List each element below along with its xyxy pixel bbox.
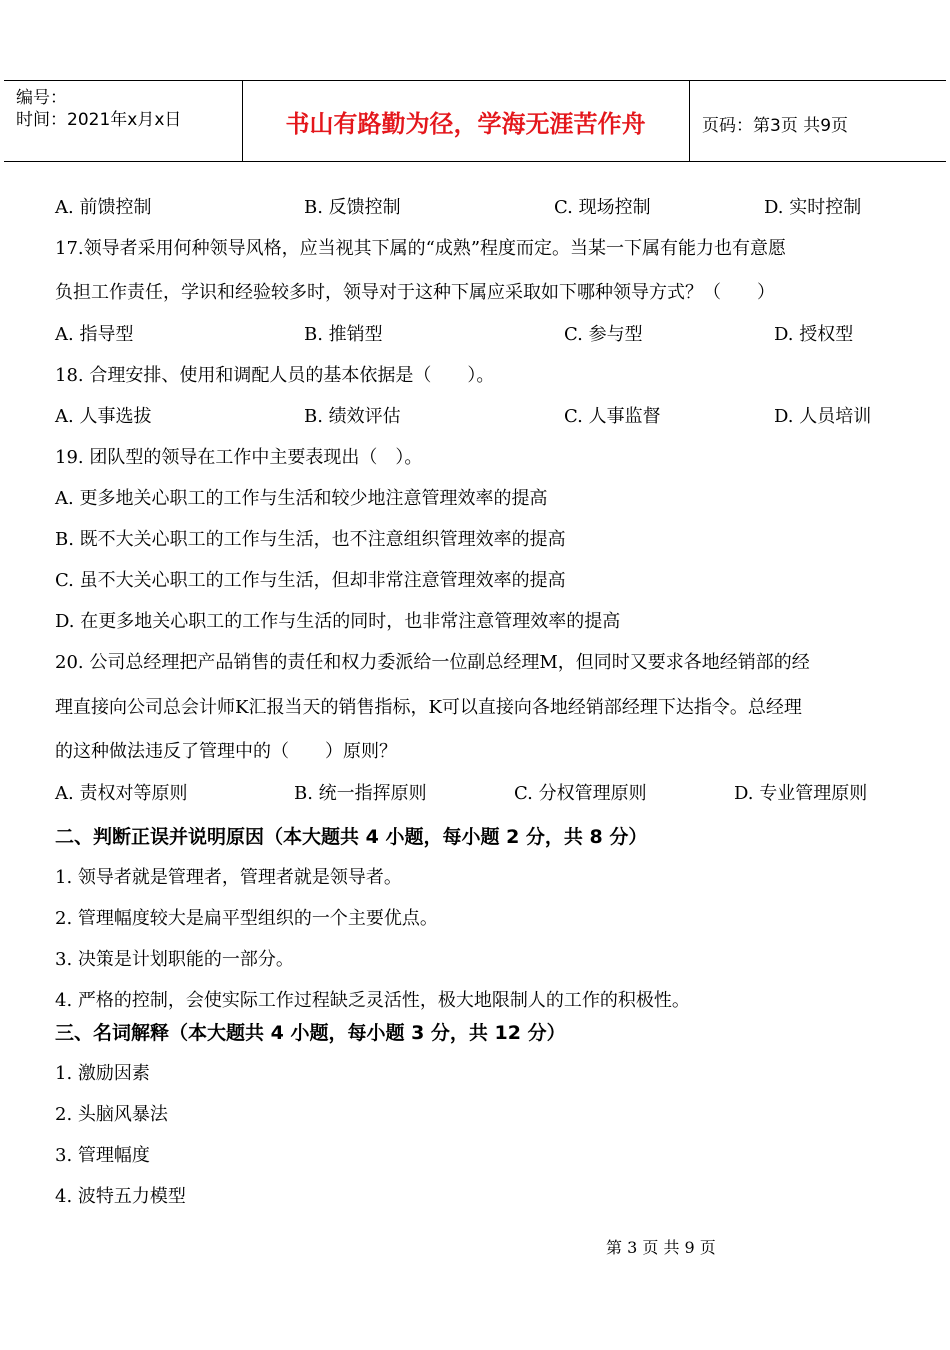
q19-option-b: B. 既不大关心职工的工作与生活，也不注意组织管理效率的提高	[55, 529, 566, 550]
q20-option-c: C. 分权管理原则	[514, 783, 647, 804]
q17-option-a: A. 指导型	[55, 324, 134, 345]
q17-stem-line: 17.领导者采用何种领导风格，应当视其下属的“成熟”程度而定。当某一下属有能力也有意愿	[55, 238, 787, 259]
q20-option-d: D. 专业管理原则	[734, 783, 868, 804]
page-header	[4, 80, 946, 162]
q18-option-b: B. 绩效评估	[304, 406, 401, 427]
number-label: 编号：	[16, 88, 67, 108]
q18-option-c: C. 人事监督	[564, 406, 661, 427]
q16-option-a: A. 前馈控制	[55, 197, 152, 218]
q18-stem: 18. 合理安排、使用和调配人员的基本依据是（ ）。	[55, 365, 495, 386]
q20-option-a: A. 责权对等原则	[55, 783, 188, 804]
section-3-item: 1. 激励因素	[55, 1063, 150, 1084]
section-2-item: 1. 领导者就是管理者，管理者就是领导者。	[55, 867, 402, 888]
section-2-item: 4. 严格的控制，会使实际工作过程缺乏灵活性，极大地限制人的工作的积极性。	[55, 990, 690, 1011]
q18-option-a: A. 人事选拔	[55, 406, 152, 427]
q20-stem-line: 的这种做法违反了管理中的（ ）原则？	[55, 741, 397, 762]
q17-option-d: D. 授权型	[774, 324, 854, 345]
q20-stem-line: 20. 公司总经理把产品销售的责任和权力委派给一位副总经理M，但同时又要求各地经销部的经	[55, 652, 810, 673]
q20-stem-line: 理直接向公司总会计师K汇报当天的销售指标，K可以直接向各地经销部经理下达指令。总经理	[55, 697, 802, 718]
time-label: 时间：2021年x月x日	[16, 110, 182, 130]
section-3-item: 2. 头脑风暴法	[55, 1104, 168, 1125]
page-footer: 第 3 页 共 9 页	[606, 1238, 716, 1257]
q18-option-d: D. 人员培训	[774, 406, 872, 427]
q16-option-d: D. 实时控制	[764, 197, 862, 218]
q16-option-c: C. 现场控制	[554, 197, 651, 218]
header-motto: 书山有路勤为径，学海无涯苦作舟	[285, 108, 646, 138]
q16-option-b: B. 反馈控制	[304, 197, 401, 218]
q17-stem-line: 负担工作责任，学识和经验较多时，领导对于这种下属应采取如下哪种领导方式？（ ）	[55, 282, 775, 303]
header-divider	[689, 81, 690, 161]
section-2-title: 二、判断正误并说明原因（本大题共 4 小题，每小题 2 分，共 8 分）	[55, 826, 648, 848]
q19-option-c: C. 虽不大关心职工的工作与生活，但却非常注意管理效率的提高	[55, 570, 566, 591]
q19-option-d: D. 在更多地关心职工的工作与生活的同时，也非常注意管理效率的提高	[55, 611, 621, 632]
q17-option-c: C. 参与型	[564, 324, 643, 345]
q17-option-b: B. 推销型	[304, 324, 383, 345]
q20-option-b: B. 统一指挥原则	[294, 783, 427, 804]
section-2-item: 3. 决策是计划职能的一部分。	[55, 949, 294, 970]
header-meta	[16, 87, 181, 131]
section-3-item: 4. 波特五力模型	[55, 1186, 186, 1207]
q19-stem: 19. 团队型的领导在工作中主要表现出（ ）。	[55, 447, 423, 468]
header-page-info: 页码：第3页 共9页	[702, 116, 849, 136]
section-3-item: 3. 管理幅度	[55, 1145, 150, 1166]
section-2-item: 2. 管理幅度较大是扁平型组织的一个主要优点。	[55, 908, 438, 929]
q19-option-a: A. 更多地关心职工的工作与生活和较少地注意管理效率的提高	[55, 488, 548, 509]
section-3-title: 三、名词解释（本大题共 4 小题，每小题 3 分，共 12 分）	[55, 1022, 566, 1044]
